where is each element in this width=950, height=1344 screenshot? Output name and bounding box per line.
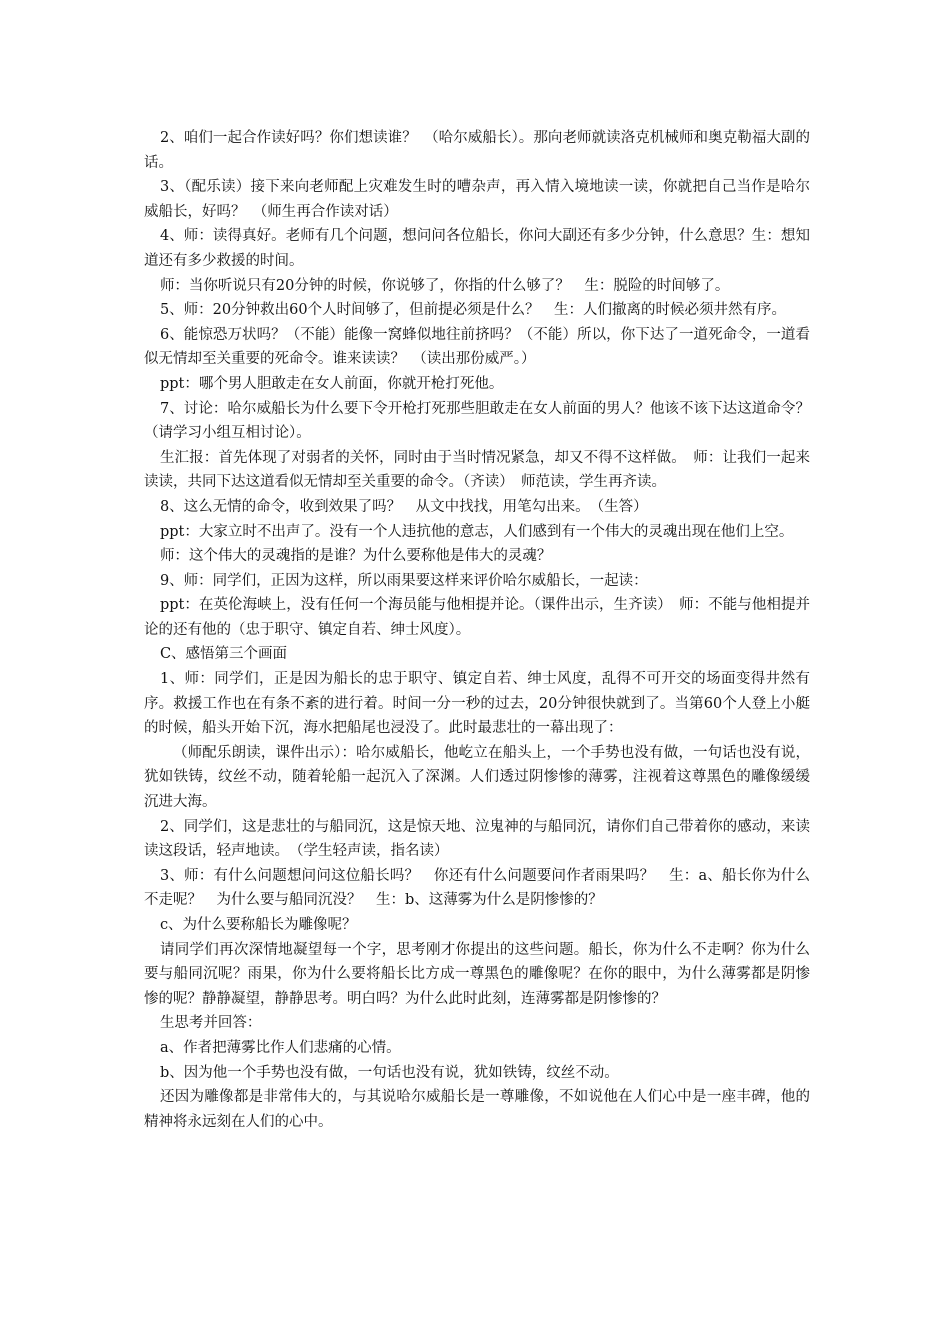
paragraph-discussion: 7、讨论：哈尔威船长为什么要下令开枪打死那些胆敢走在女人前面的男人？他该不该下达这道命令？ （请学习小组互相讨论）。 — [144, 400, 825, 442]
paragraph-premise: 5、师：20分钟救出60个人时间够了，但前提必须是什么？ 生：人们撤离的时候必须井然有序。 — [159, 302, 787, 319]
paragraph-twenty-minutes: 师：当你听说只有20分钟的时候，你说够了，你指的什么够了？ 生：脱险的时间够了。 — [159, 277, 730, 294]
paragraph-ppt-order: ppt：哪个男人胆敢走在女人前面，你就开枪打死他。 — [159, 375, 504, 392]
section-heading-third-scene: C、感悟第三个画面 — [159, 646, 288, 663]
paragraph-ppt-channel: ppt：在英伦海峡上，没有任何一个海员能与他相提并论。（课件出示，生齐读） 师：不能与他相提并论的还有他的（忠于职守、镇定自若、绅士风度）。 — [144, 597, 810, 638]
paragraph-answer-b: b、因为他一个手势也没有做，一句话也没有说，犹如铁铸，纹丝不动。 — [159, 1064, 619, 1081]
paragraph-reading-roles: 2、咱们一起合作读好吗？你们想读谁？ （哈尔威船长）。那向老师就读洛克机械师和奥克勒福大副的话。 — [144, 130, 810, 171]
paragraph-effect: 8、这么无情的命令，收到效果了吗？ 从文中找找，用笔勾出来。 （生答） — [159, 498, 648, 515]
paragraph-deep-gaze: 请同学们再次深情地凝望每一个字，思考刚才你提出的这些问题。船长，你为什么不走啊？你为什么要与船同沉呢？雨果，你为什么要将船长比方成一尊黑色的雕像呢？在你的眼中，为什么薄雾都是阴惨惨的呢？静静凝望，静静思考。明白吗？为什么此时此刻，连薄雾都是阴惨惨的？ — [144, 941, 810, 1007]
paragraph-sink-with-ship: 2、同学们，这是悲壮的与船同沉，这是惊天地、泣鬼神的与船同沉，请你们自己带着你的感动，来读读这段话，轻声地读。 （学生轻声读，指名读） — [144, 818, 810, 860]
paragraph-third-scene-intro: 1、师：同学们，正是因为船长的忠于职守、镇定自若、绅士风度，乱得不可开交的场面变得井然有序。救援工作也在有条不紊的进行着。时间一分一秒的过去，20分钟很快就到了。当第60个人登上小艇的时候，船头开始下沉，海水把船尾也浸没了。此时最悲壮的一幕出现了： — [144, 671, 810, 737]
paragraph-teacher-reading: （师配乐朗读，课件出示）：哈尔威船长，他屹立在船头上，一个手势也没有做，一句话也没有说，犹如铁铸，纹丝不动，随着轮船一起沉入了深渊。人们透过阴惨惨的薄雾，注视着这尊黑色的雕像缓缓沉进大海。 — [144, 744, 810, 811]
paragraph-monument: 还因为雕像都是非常伟大的，与其说哈尔威船长是一尊雕像，不如说他在人们心中是一座丰碑，他的精神将永远刻在人们的心中。 — [144, 1089, 810, 1130]
paragraph-answer-a: a、作者把薄雾比作人们悲痛的心情。 — [159, 1039, 401, 1056]
paragraph-ppt-soul: ppt：大家立时不出声了。没有一个人违抗他的意志，人们感到有一个伟大的灵魂出现在他们上空。 — [159, 523, 794, 540]
paragraph-question-minutes: 4、师：读得真好。老师有几个问题，想问问各位船长，你问大副还有多少分钟，什么意思？生：想知道还有多少救援的时间。 — [144, 228, 810, 269]
paragraph-statue-question: c、为什么要称船长为雕像呢？ — [159, 917, 357, 933]
paragraph-students-answer: 生思考并回答： — [159, 1015, 262, 1032]
paragraph-questions: 3、师：有什么问题想问问这位船长吗？ 你还有什么问题要问作者雨果吗？ 生：a、船长你为什么不走呢？ 为什么要与船同沉没？ 生：b、这薄雾为什么是阴惨惨的？ — [144, 867, 810, 909]
paragraph-hugo-evaluation: 9、师：同学们，正因为这样，所以雨果要这样来评价哈尔威船长，一起读： — [159, 572, 648, 589]
paragraph-student-report: 生汇报：首先体现了对弱者的关怀，同时由于当时情况紧急，却又不得不这样做。 师：让我们一起来读读，共同下达这道看似无情却至关重要的命令。（齐读） 师范读，学生再齐读。 — [144, 449, 810, 491]
document-body — [144, 126, 825, 1134]
paragraph-great-soul: 师：这个伟大的灵魂指的是谁？为什么要称他是伟大的灵魂？ — [159, 548, 552, 565]
paragraph-death-order: 6、能惊恐万状吗？（不能）能像一窝蜂似地往前挤吗？（不能）所以，你下达了一道死命令，一道看似无情却至关重要的死命令。谁来读读？ （读出那份威严。） — [144, 326, 810, 368]
paragraph-music-reading: 3、（配乐读）接下来向老师配上灾难发生时的嘈杂声，再入情入境地读一读，你就把自己当作是哈尔威船长，好吗？ （师生再合作读对话） — [144, 179, 810, 220]
